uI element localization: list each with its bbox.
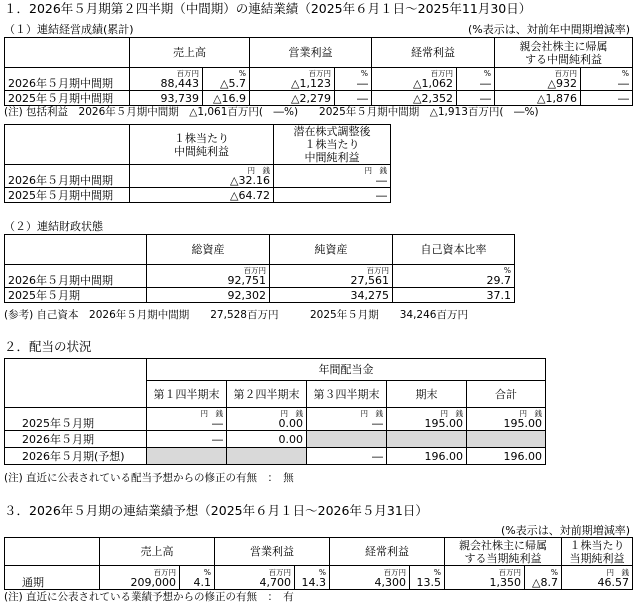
value: ― [480, 77, 491, 90]
row-label: 2025年５月期中間期 [5, 188, 130, 203]
value [467, 431, 546, 448]
value: △16.9 [203, 91, 250, 106]
value: 37.1 [393, 288, 515, 303]
row-label: 通期 [5, 566, 100, 590]
value: ― [357, 77, 368, 90]
forecast-table: 売上高 営業利益 経常利益 親会社株主に帰属 する当期純利益 １株当たり 当期純利益 通期 百万円 209,000 % 4.1 百万円 4,700 % 14.3 百万円 4,300 % 13.5 百万円 1,350 % △8.7 円 銭 46.57 [4, 537, 633, 590]
row-label: 2025年５月期 [5, 408, 147, 431]
section2-title: ２．配当の状況 [4, 339, 92, 354]
value: △1,123 [291, 77, 331, 90]
value: 196.00 [467, 448, 546, 465]
value [387, 431, 467, 448]
value: 1,350 [489, 575, 521, 589]
value: 93,739 [130, 91, 203, 106]
value: ― [618, 77, 629, 90]
header-net-assets: 純資産 [270, 235, 393, 265]
value: 14.3 [301, 575, 326, 589]
value: △932 [547, 77, 577, 90]
row-label: 2026年５月期中間期 [5, 265, 147, 288]
value: ― [372, 417, 383, 430]
forecast-revision-note: (注) 直近に公表されている業績予想からの修正の有無 ： 有 [4, 591, 294, 603]
header-net-income: 親会社株主に帰属 する中間純利益 [495, 38, 633, 68]
dividends-table: 年間配当金 第１四半期末 第２四半期末 第３四半期末 期末 合計 2025年５月期 円 銭 ― 円 銭 0.00 円 銭 ― 円 銭 195.00 円 銭 195.00 2026年５月期 ― 0.00 2026年５月期(予想) ― 196.00 196.00 [4, 358, 546, 465]
header-year-end: 期末 [387, 381, 467, 408]
header-blank [5, 38, 130, 68]
header-eps: １株当たり 当期純利益 [562, 538, 633, 566]
section3-title: ３．2026年５月期の連結業績予想（2025年６月１日～2026年５月31日） [4, 503, 428, 518]
value: ― [212, 417, 223, 430]
header-q2: 第２四半期末 [227, 381, 307, 408]
header-blank [5, 235, 147, 265]
value: 195.00 [503, 417, 543, 430]
row-label: 2026年５月期 [5, 431, 147, 448]
header-ordinary-income: 経常利益 [372, 38, 495, 68]
header-blank [5, 359, 147, 381]
header-blank [5, 381, 147, 408]
value: ― [581, 91, 633, 106]
row-label: 2025年５月期中間期 [5, 91, 130, 106]
value: ― [147, 431, 227, 448]
value: ― [376, 174, 387, 187]
row-label: 2026年５月期中間期 [5, 68, 130, 91]
value: △2,279 [250, 91, 335, 106]
section3-note: (%表示は、対前期増減率) [500, 524, 630, 537]
sub2-title: （２）連結財政状態 [4, 220, 103, 233]
header-total: 合計 [467, 381, 546, 408]
header-operating-income: 営業利益 [215, 538, 330, 566]
value [307, 431, 387, 448]
operating-results-table: 売上高 営業利益 経常利益 親会社株主に帰属 する中間純利益 2026年５月期中間期 百万円 88,443 % △5.7 百万円 △1,123 % ― 百万円 △1,062 % ― 百万円 △932 % ― 2025年５月期中間期 93,739 △16.9 △2,279 ― △2,352 ― △1,876 ― [4, 37, 633, 106]
header-blank [5, 538, 100, 566]
value: ― [307, 448, 387, 465]
value: △1,062 [413, 77, 453, 90]
header-diluted-eps: 潜在株式調整後 １株当たり 中間純利益 [274, 125, 391, 165]
header-annual-dividends: 年間配当金 [147, 359, 546, 381]
value: △64.72 [130, 188, 274, 203]
value: 88,443 [160, 77, 199, 90]
header-sales: 売上高 [100, 538, 215, 566]
header-ordinary-income: 経常利益 [330, 538, 445, 566]
row-label: 2026年５月期(予想) [5, 448, 147, 465]
value: △32.16 [230, 174, 270, 187]
value: 4.1 [193, 575, 211, 589]
financial-position-table: 総資産 純資産 自己資本比率 2026年５月期中間期 百万円 92,751 百万円 27,561 % 29.7 2025年５月期 92,302 34,275 37.1 [4, 234, 515, 303]
value: 209,000 [130, 575, 176, 589]
row-label: 2026年５月期中間期 [5, 165, 130, 188]
value: 4,300 [374, 575, 406, 589]
value: 196.00 [387, 448, 467, 465]
value: 46.57 [597, 575, 629, 589]
equity-reference-note: (参考) 自己資本 2026年５月期中間期 27,528百万円 2025年５月期 34,246百万円 [4, 309, 468, 321]
header-q1: 第１四半期末 [147, 381, 227, 408]
value: △8.7 [532, 575, 558, 589]
header-operating-income: 営業利益 [250, 38, 372, 68]
eps-table: １株当たり 中間純利益 潜在株式調整後 １株当たり 中間純利益 2026年５月期中間期 円 銭 △32.16 円 銭 ― 2025年５月期中間期 △64.72 ― [4, 124, 391, 203]
header-net-income: 親会社株主に帰属 する当期純利益 [445, 538, 562, 566]
sub1-title: （１）連結経営成績(累計) [4, 23, 134, 36]
value: △2,352 [372, 91, 457, 106]
row-label: 2025年５月期 [5, 288, 147, 303]
value: 92,302 [147, 288, 270, 303]
value: ― [457, 91, 495, 106]
value: 34,275 [270, 288, 393, 303]
value: 27,561 [350, 274, 389, 287]
section1-title: １．2026年５月期第２四半期（中間期）の連結業績（2025年６月１日～2025年11月30日） [4, 1, 532, 16]
value [147, 448, 227, 465]
value: △5.7 [220, 77, 246, 90]
value [227, 448, 307, 465]
comprehensive-income-note: (注) 包括利益 2026年５月期中間期 △1,061百万円( ―%) 2025年５月期中間期 △1,913百万円( ―%) [4, 106, 539, 118]
value: 13.5 [416, 575, 441, 589]
sub1-note: (%表示は、対前年中間期増減率) [467, 23, 630, 36]
value: 29.7 [486, 274, 511, 287]
value: 0.00 [278, 417, 303, 430]
value: △1,876 [495, 91, 581, 106]
header-eps: １株当たり 中間純利益 [130, 125, 274, 165]
header-q3: 第３四半期末 [307, 381, 387, 408]
value: ― [335, 91, 372, 106]
value: 4,700 [259, 575, 291, 589]
header-sales: 売上高 [130, 38, 250, 68]
header-equity-ratio: 自己資本比率 [393, 235, 515, 265]
value: ― [274, 188, 391, 203]
header-blank [5, 125, 130, 165]
header-total-assets: 総資産 [147, 235, 270, 265]
value: 0.00 [227, 431, 307, 448]
value: 195.00 [424, 417, 463, 430]
value: 92,751 [227, 274, 266, 287]
dividend-forecast-note: (注) 直近に公表されている配当予想からの修正の有無 ： 無 [4, 472, 294, 484]
